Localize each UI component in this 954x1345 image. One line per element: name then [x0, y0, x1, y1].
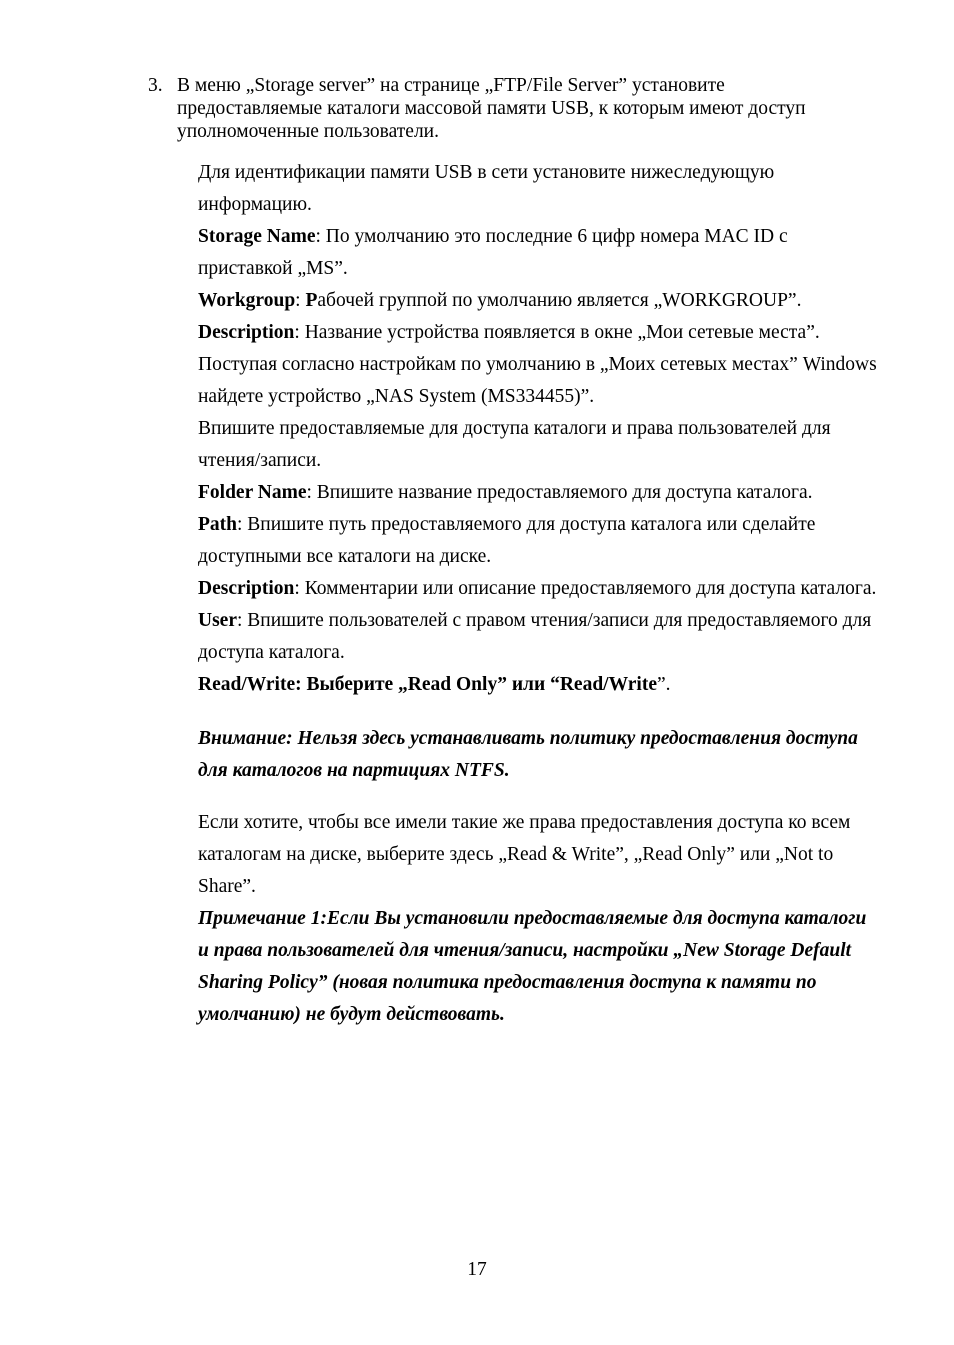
description-term: Description	[198, 322, 295, 343]
description-text: : Название устройства появляется в окне „Мои сетевые места”.	[294, 322, 820, 343]
user-paragraph	[198, 605, 878, 669]
item-number: 3.	[148, 75, 163, 96]
folder-name-paragraph	[198, 477, 878, 509]
share-description-text: : Комментарии или описание предоставляемого для доступа каталога.	[294, 578, 877, 599]
intro-paragraph: Для идентификации памяти USB в сети установите нижеследующую информацию.	[198, 162, 775, 215]
user-term: User	[198, 610, 237, 631]
share-description-paragraph	[198, 573, 878, 605]
workgroup-bold-letter: Р	[305, 290, 318, 311]
workgroup-paragraph	[198, 285, 878, 317]
enter-shares-paragraph: Впишите предоставляемые для доступа каталоги и права пользователей для чтения/записи.	[198, 418, 831, 471]
share-description-term: Description	[198, 578, 295, 599]
path-text: : Впишите путь предоставляемого для доступа каталога или сделайте доступными все каталоги на диске.	[198, 514, 816, 567]
body-text	[198, 157, 878, 1031]
read-write-tail: ”.	[656, 674, 671, 695]
read-write-paragraph	[198, 669, 878, 701]
user-text: : Впишите пользователей с правом чтения/записи для предоставляемого для доступа каталога.	[198, 610, 872, 663]
share-all-paragraph: Если хотите, чтобы все имели такие же права предоставления доступа ко всем каталогам на диске, выберите здесь „Read & Write”, „Read Only” или „Not to Share”.	[198, 812, 851, 897]
storage-name-paragraph	[198, 221, 878, 285]
storage-name-text: : По умолчанию это последние 6 цифр номера MAC ID с приставкой „MS”.	[198, 226, 788, 279]
storage-name-term: Storage Name	[198, 226, 316, 247]
description-paragraph	[198, 317, 878, 349]
default-settings-paragraph: Поступая согласно настройкам по умолчанию в „Моих сетевых местах” Windows найдете устройство „NAS System (MS334455)”.	[198, 354, 877, 407]
folder-name-term: Folder Name	[198, 482, 307, 503]
path-paragraph	[198, 509, 878, 573]
workgroup-term: Workgroup	[198, 290, 296, 311]
read-write-text: Read/Write: Выберите „Read Only” или “Read/Write	[198, 674, 657, 695]
ntfs-warning: Внимание: Нельзя здесь устанавливать политику предоставления доступа для каталогов на партициях NTFS.	[198, 728, 858, 781]
workgroup-colon: :	[295, 290, 306, 311]
page-number: 17	[467, 1259, 487, 1280]
workgroup-text: абочей группой по умолчанию является „WORKGROUP”.	[317, 290, 802, 311]
note-paragraph: Примечание 1:Если Вы установили предоставляемые для доступа каталоги и права пользователей для чтения/записи, настройки „New Storage Default Sharing Policy” (новая политика предоставления доступа к памяти по умолчанию) не будут действовать.	[198, 908, 867, 1025]
path-term: Path	[198, 514, 237, 535]
numbered-item	[148, 74, 868, 143]
folder-name-text: : Впишите название предоставляемого для доступа каталога.	[306, 482, 813, 503]
item-text: В меню „Storage server” на странице „FTP/File Server” установите предоставляемые каталоги массовой памяти USB, к которым имеют доступ уполномоченные пользователи.	[177, 75, 806, 142]
